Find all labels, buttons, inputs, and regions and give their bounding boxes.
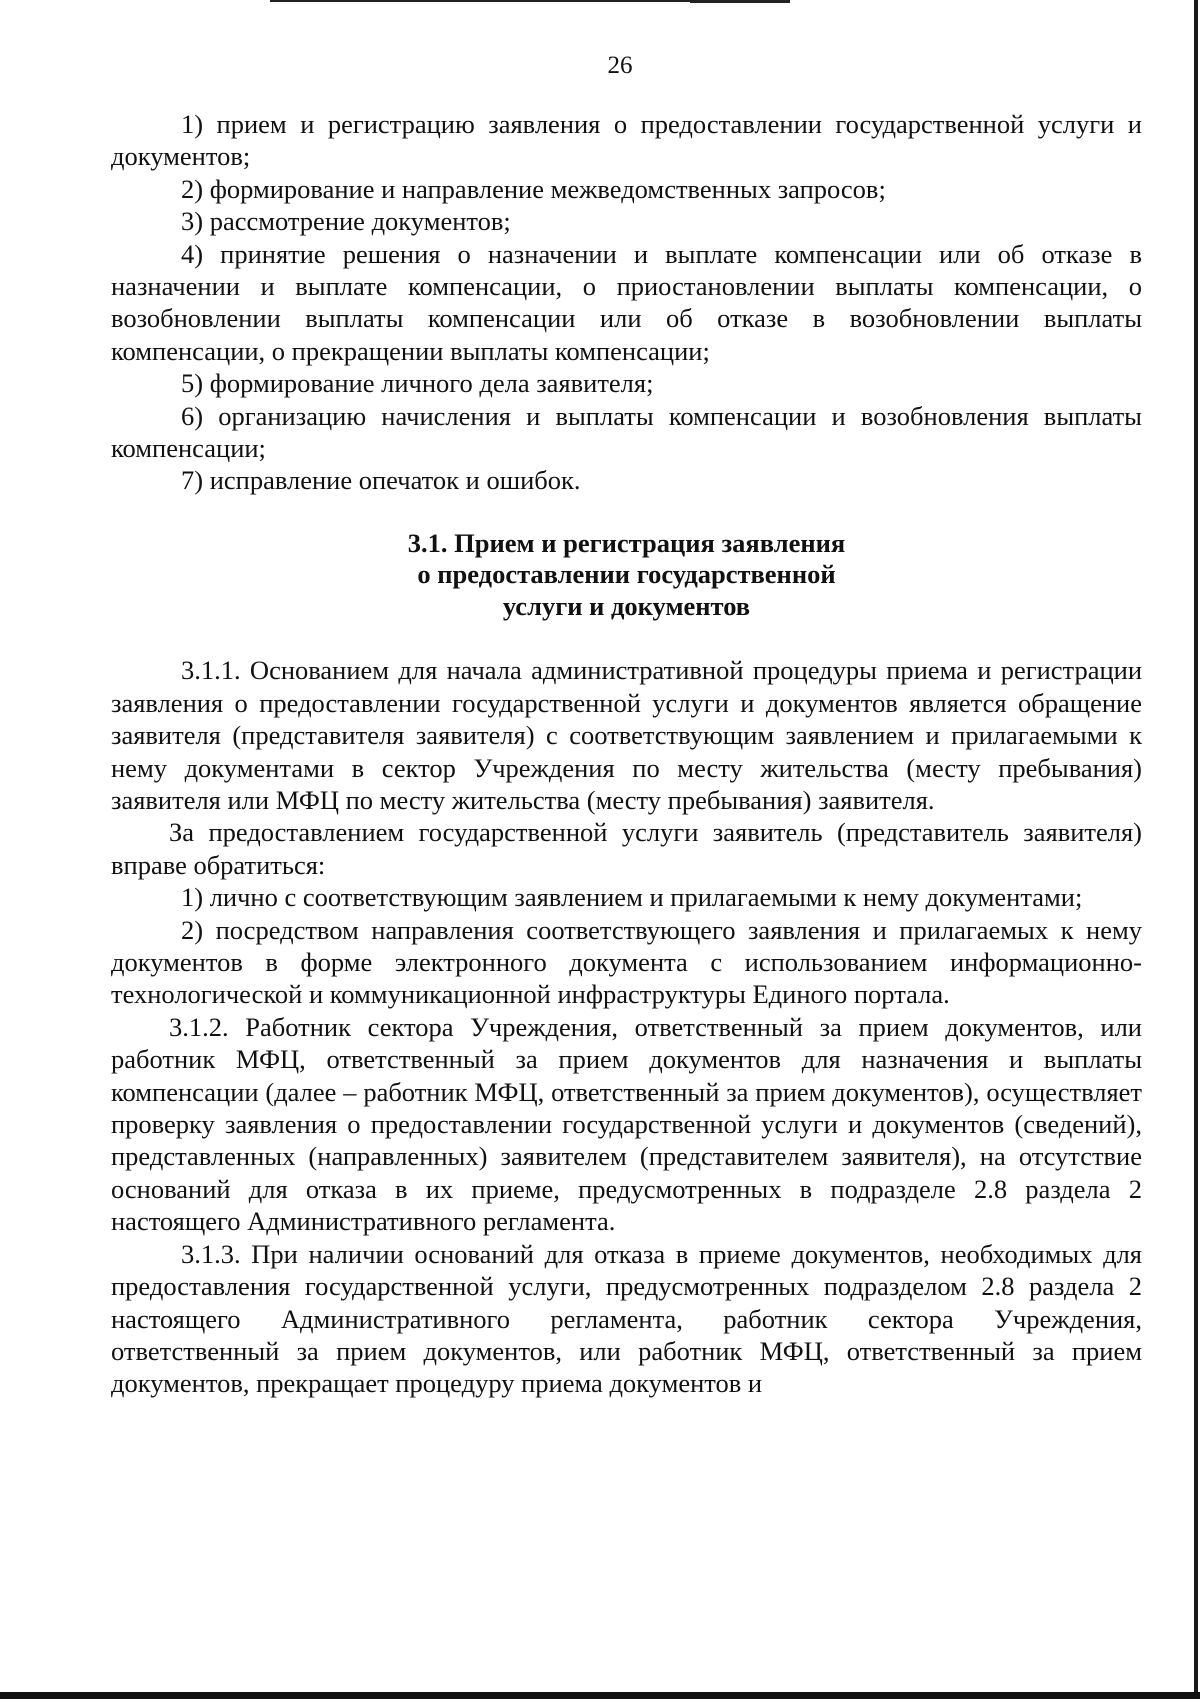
document-body — [111, 108, 1142, 1400]
list-item-6: 6) организацию начисления и выплаты компенсации и возобновления выплаты компенсации; — [111, 400, 1142, 464]
paragraph-3-1-3: 3.1.3. При наличии оснований для отказа в приеме документов, необходимых для предоставления государственной услуги, предусмотренных подразделом 2.8 раздела 2 настоящего Административного регламента, работник сектора Учреждения, ответственный за прием документов, или работник МФЦ, ответственный за прием документов, прекращает процедуру приема документов и — [111, 1238, 1142, 1399]
scan-artifact-bottom-edge — [0, 1692, 1200, 1699]
paragraph-right-to-apply: За предоставлением государственной услуги заявитель (представитель заявителя) вправе обратиться: — [111, 817, 1142, 880]
list-item-2: 2) формирование и направление межведомственных запросов; — [181, 173, 886, 204]
scan-artifact-top-line-short — [690, 1, 790, 3]
paragraph-way-2: 2) посредством направления соответствующего заявления и прилагаемых к нему документов в форме электронного документа с использованием информационно-технологической и коммуникационной инфраструктуры Единого портала. — [111, 914, 1142, 1010]
scan-artifact-right-edge — [1194, 0, 1198, 1699]
paragraph-way-1: 1) лично с соответствующим заявлением и прилагаемыми к нему документами; — [181, 882, 1083, 913]
section-heading-line-2: о предоставлении государственной — [417, 559, 836, 590]
list-item-1: 1) прием и регистрацию заявления о предоставлении государственной услуги и документов; — [111, 109, 1142, 172]
section-heading-line-1: 3.1. Прием и регистрация заявления — [407, 527, 846, 558]
list-item-5: 5) формирование личного дела заявителя; — [181, 368, 654, 399]
section-heading — [111, 528, 1142, 623]
list-item-3: 3) рассмотрение документов; — [181, 206, 511, 237]
page-number: 26 — [607, 52, 633, 79]
paragraph-3-1-1: 3.1.1. Основанием для начала административной процедуры приема и регистрации заявления о предоставлении государственной услуги и документов является обращение заявителя (представителя заявителя) с соответствующим заявлением и прилагаемыми к нему документами в сектор Учреждения по месту жительства (месту пребывания) заявителя или МФЦ по месту жительства (месту пребывания) заявителя. — [111, 655, 1142, 815]
paragraph-3-1-2: 3.1.2. Работник сектора Учреждения, ответственный за прием документов, или работник МФЦ, ответственный за прием документов для назначения и выплаты компенсации (далее – работник МФЦ, ответственный за прием документов), осуществляет проверку заявления о предоставлении государственной услуги и документов (сведений), представленных (направленных) заявителем (представителем заявителя), на отсутствие оснований для отказа в их приеме, предусмотренных в подразделе 2.8 раздела 2 настоящего Административного регламента. — [111, 1011, 1142, 1237]
list-item-4: 4) принятие решения о назначении и выплате компенсации или об отказе в назначении и выплате компенсации, о приостановлении выплаты компенсации, о возобновлении выплаты компенсации или об отказе в возобновлении выплаты компенсации, о прекращении выплаты компенсации; — [111, 238, 1142, 366]
section-heading-line-3: услуги и документов — [502, 590, 751, 621]
list-item-7: 7) исправление опечаток и ошибок. — [181, 465, 581, 496]
